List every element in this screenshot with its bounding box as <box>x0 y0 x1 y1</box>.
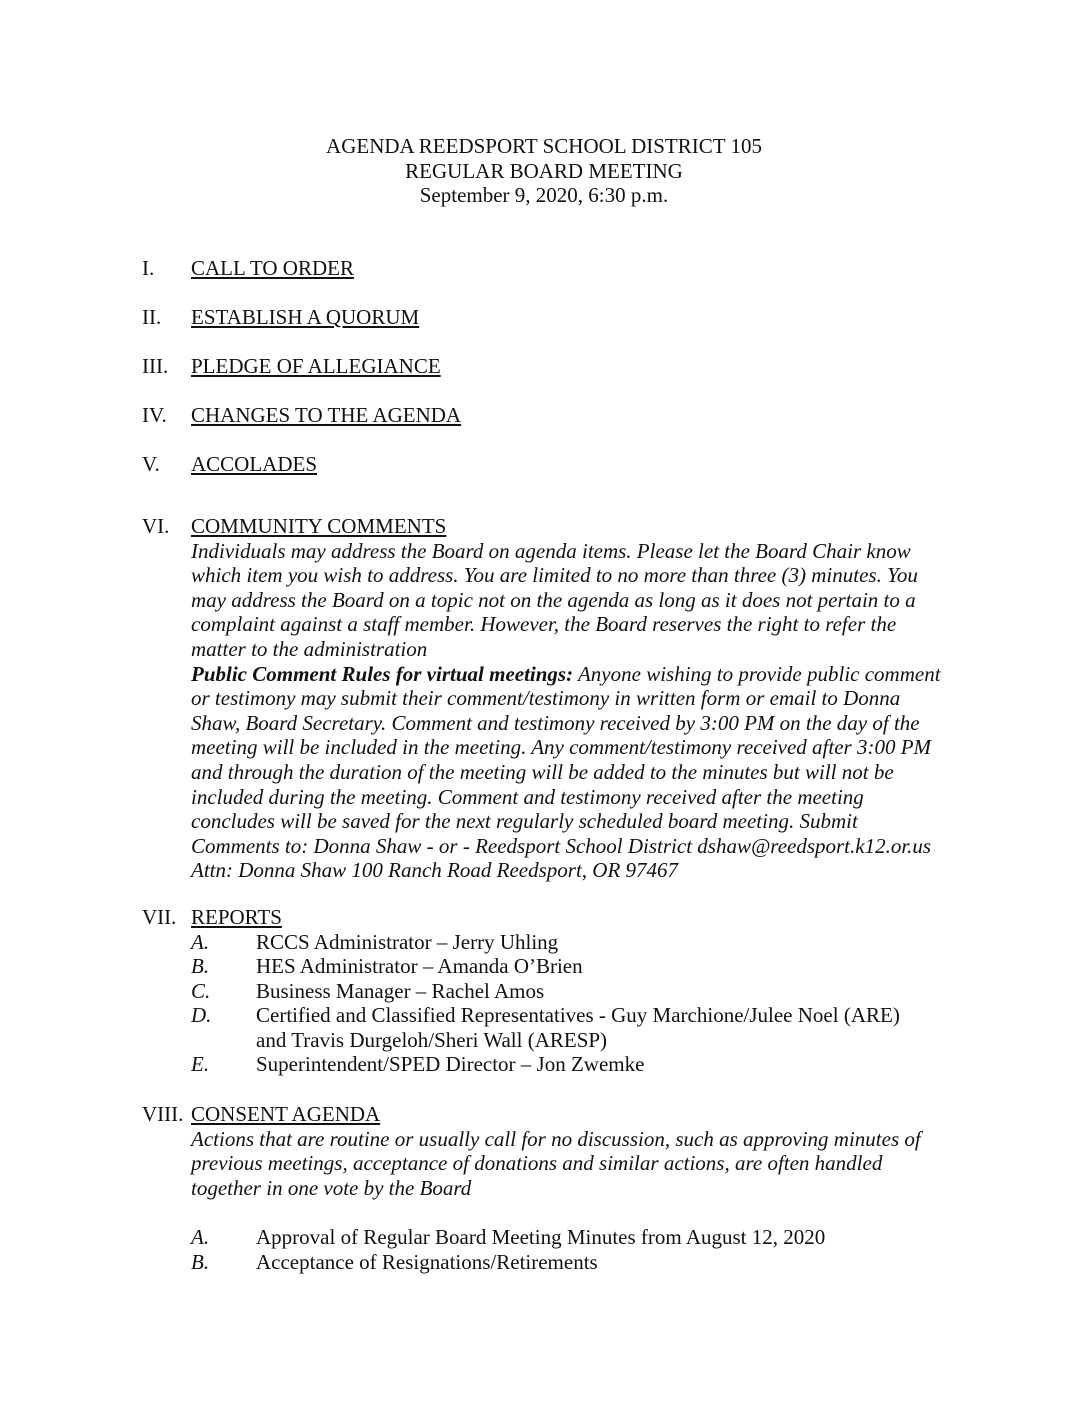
comment-policy-line: Individuals may address the Board on agenda items. Please let the Board Chair know <box>191 538 911 563</box>
report-letter: E. <box>191 1052 210 1077</box>
item-title: COMMUNITY COMMENTS <box>191 514 447 538</box>
item-numeral: II. <box>142 305 162 329</box>
item-numeral: VI. <box>142 514 170 538</box>
item-title: ACCOLADES <box>191 452 318 476</box>
report-item <box>191 930 971 955</box>
item-title: CONSENT AGENDA <box>191 1102 381 1126</box>
comment-policy-line: may address the Board on a topic not on the agenda as long as it does not pertain to a <box>191 587 916 612</box>
comment-policy-line: complaint against a staff member. However, the Board reserves the right to refer the <box>191 612 897 637</box>
report-text: Superintendent/SPED Director – Jon Zwemke <box>256 1052 645 1077</box>
public-comment-rules-line: Comments to: Donna Shaw - or - Reedsport School District dshaw@reedsport.k12.or.us <box>191 833 932 858</box>
item-numeral: VII. <box>142 905 177 929</box>
report-item <box>191 1052 971 1077</box>
report-item <box>191 954 971 979</box>
item-numeral: III. <box>142 354 169 378</box>
item-title: REPORTS <box>191 905 282 929</box>
consent-item <box>191 1225 971 1250</box>
public-comment-rules-line: meeting will be included in the meeting. Any comment/testimony received after 3:00 PM <box>191 735 932 760</box>
consent-description-line: Actions that are routine or usually call for no discussion, such as approving minutes of <box>191 1126 921 1151</box>
item-title: ESTABLISH A QUORUM <box>191 305 420 329</box>
report-text: Business Manager – Rachel Amos <box>256 978 545 1003</box>
item-title: CALL TO ORDER <box>191 256 354 280</box>
report-text: Certified and Classified Representatives - Guy Marchione/Julee Noel (ARE) <box>256 1003 900 1028</box>
public-comment-rules-line: concludes will be saved for the next regularly scheduled board meeting. Submit <box>191 809 858 834</box>
consent-description-line: together in one vote by the Board <box>191 1175 472 1200</box>
report-letter: A. <box>191 929 210 954</box>
item-numeral: I. <box>142 256 155 280</box>
public-comment-rules-line: and through the duration of the meeting will be added to the minutes but will not be <box>191 759 894 784</box>
consent-letter: B. <box>191 1249 210 1274</box>
comment-policy-line: matter to the administration <box>191 636 428 661</box>
report-item <box>191 979 971 1004</box>
report-text-continued: and Travis Durgeloh/Sheri Wall (ARESP) <box>256 1027 608 1052</box>
public-comment-rules-line: Shaw, Board Secretary. Comment and testimony received by 3:00 PM on the day of the <box>191 710 920 735</box>
header-date: September 9, 2020, 6:30 p.m. <box>419 183 669 207</box>
item-title: CHANGES TO THE AGENDA <box>191 403 462 427</box>
comment-policy-line: which item you wish to address. You are limited to no more than three (3) minutes. You <box>191 563 918 588</box>
public-comment-rules-line: Attn: Donna Shaw 100 Ranch Road Reedsport, OR 97467 <box>191 858 679 883</box>
public-comment-rules-line: or testimony may submit their comment/testimony in written form or email to Donna <box>191 686 901 711</box>
item-title: PLEDGE OF ALLEGIANCE <box>191 354 441 378</box>
item-numeral: V. <box>142 452 160 476</box>
public-comment-rules-line: included during the meeting. Comment and testimony received after the meeting <box>191 784 864 809</box>
consent-item <box>191 1250 971 1275</box>
report-letter: C. <box>191 978 211 1003</box>
header-district: AGENDA REEDSPORT SCHOOL DISTRICT 105 <box>326 134 762 158</box>
consent-letter: A. <box>191 1224 210 1249</box>
item-numeral: IV. <box>142 403 167 427</box>
public-comment-rules-first-line: Public Comment Rules for virtual meetings: Anyone wishing to provide public comment <box>191 661 941 686</box>
report-text: RCCS Administrator – Jerry Uhling <box>256 929 559 954</box>
header-meeting-type: REGULAR BOARD MEETING <box>405 158 683 183</box>
agenda-header <box>0 134 1088 208</box>
report-letter: D. <box>191 1003 212 1028</box>
report-item <box>191 1003 971 1052</box>
report-letter: B. <box>191 954 210 979</box>
item-numeral: VIII. <box>142 1102 184 1126</box>
consent-text: Acceptance of Resignations/Retirements <box>256 1249 598 1274</box>
consent-text: Approval of Regular Board Meeting Minutes from August 12, 2020 <box>256 1224 826 1249</box>
consent-description-line: previous meetings, acceptance of donations and similar actions, are often handled <box>191 1151 883 1176</box>
report-text: HES Administrator – Amanda O’Brien <box>256 954 583 979</box>
public-comment-rules-label: Public Comment Rules for virtual meetings: <box>191 661 574 686</box>
